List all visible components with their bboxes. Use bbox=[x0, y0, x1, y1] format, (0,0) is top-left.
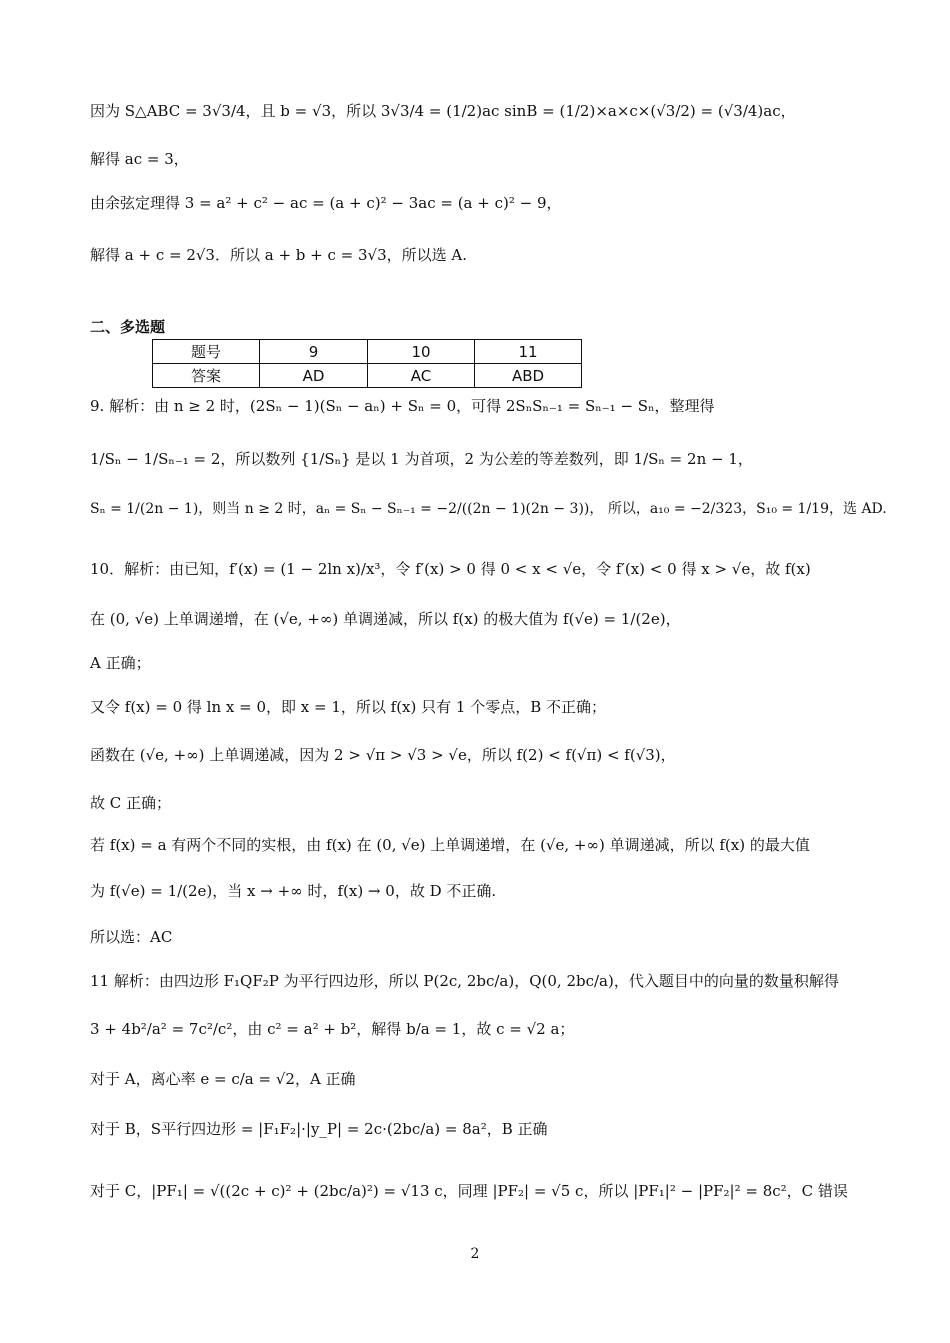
text-line-3: 由余弦定理得 3 = a² + c² − ac = (a + c)² − 3ac = (a + c)² − 9， bbox=[90, 194, 562, 212]
table-cell: 题号 bbox=[153, 340, 260, 364]
text-line-9: 在 (0, √e) 上单调递增，在 (√e, +∞) 单调递减，所以 f(x) 的极大值为 f(√e) = 1/(2e)， bbox=[90, 610, 681, 628]
text-line-12: 函数在 (√e, +∞) 上单调递减，因为 2 > √π > √3 > √e，所以 f(2) < f(√π) < f(√3)， bbox=[90, 746, 676, 764]
text-line-21: 对于 C，|PF₁| = √((2c + c)² + (2bc/a)²) = √13 c，同理 |PF₂| = √5 c，所以 |PF₁|² − |PF₂|² = 8c²，C 错误 bbox=[90, 1182, 848, 1200]
text-line-7: Sₙ = 1/(2n − 1)，则当 n ≥ 2 时，aₙ = Sₙ − Sₙ₋₁ = −2/((2n − 1)(2n − 3))， 所以，a₁₀ = −2/323，S₁₀ = 1/19，选 AD. bbox=[90, 501, 887, 517]
text-line-17: 11 解析：由四边形 F₁QF₂P 为平行四边形，所以 P(2c, 2bc/a)，Q(0, 2bc/a)，代入题目中的向量的数量积解得 bbox=[90, 972, 839, 990]
text-line-15: 为 f(√e) = 1/(2e)，当 x → +∞ 时，f(x) → 0，故 D 不正确. bbox=[90, 882, 497, 900]
answer-table bbox=[152, 339, 582, 388]
text-line-8: 10．解析：由已知，f′(x) = (1 − 2ln x)/x³，令 f′(x) > 0 得 0 < x < √e，令 f′(x) < 0 得 x > √e，故 f(x) bbox=[90, 560, 811, 578]
section-heading: 二、多选题 bbox=[90, 318, 166, 336]
table-cell: 11 bbox=[475, 340, 582, 364]
text-line-20: 对于 B，S平行四边形 = |F₁F₂|·|y_P| = 2c·(2bc/a) = 8a²，B 正确 bbox=[90, 1120, 548, 1138]
table-cell: 答案 bbox=[153, 364, 260, 388]
text-line-14: 若 f(x) = a 有两个不同的实根，由 f(x) 在 (0, √e) 上单调递增，在 (√e, +∞) 单调递减，所以 f(x) 的最大值 bbox=[90, 836, 810, 854]
text-line-18: 3 + 4b²/a² = 7c²/c²，由 c² = a² + b²，解得 b/a = 1，故 c = √2 a； bbox=[90, 1020, 575, 1038]
table-row bbox=[153, 364, 582, 388]
text-line-11: 又令 f(x) = 0 得 ln x = 0，即 x = 1，所以 f(x) 只有 1 个零点，B 不正确； bbox=[90, 698, 607, 716]
table-row bbox=[153, 340, 582, 364]
table-cell: 10 bbox=[368, 340, 475, 364]
text-line-4: 解得 a + c = 2√3．所以 a + b + c = 3√3，所以选 A. bbox=[90, 246, 468, 264]
text-line-13: 故 C 正确； bbox=[90, 794, 172, 812]
table-cell: AD bbox=[260, 364, 368, 388]
text-line-6: 1/Sₙ − 1/Sₙ₋₁ = 2，所以数列 {1/Sₙ} 是以 1 为首项，2 为公差的等差数列，即 1/Sₙ = 2n − 1， bbox=[90, 450, 753, 468]
table-cell: 9 bbox=[260, 340, 368, 364]
page-number: 2 bbox=[470, 1246, 480, 1262]
table-cell: AC bbox=[368, 364, 475, 388]
text-line-10: A 正确； bbox=[90, 654, 151, 672]
text-line-1: 因为 S△ABC = 3√3/4，且 b = √3，所以 3√3/4 = (1/2)ac sinB = (1/2)×a×c×(√3/2) = (√3/4)ac， bbox=[90, 102, 796, 120]
text-line-5: 9. 解析：由 n ≥ 2 时，(2Sₙ − 1)(Sₙ − aₙ) + Sₙ = 0，可得 2SₙSₙ₋₁ = Sₙ₋₁ − Sₙ，整理得 bbox=[90, 397, 715, 415]
table-cell: ABD bbox=[475, 364, 582, 388]
text-line-16: 所以选：AC bbox=[90, 928, 173, 946]
text-line-2: 解得 ac = 3， bbox=[90, 150, 189, 168]
text-line-19: 对于 A，离心率 e = c/a = √2，A 正确 bbox=[90, 1070, 356, 1088]
